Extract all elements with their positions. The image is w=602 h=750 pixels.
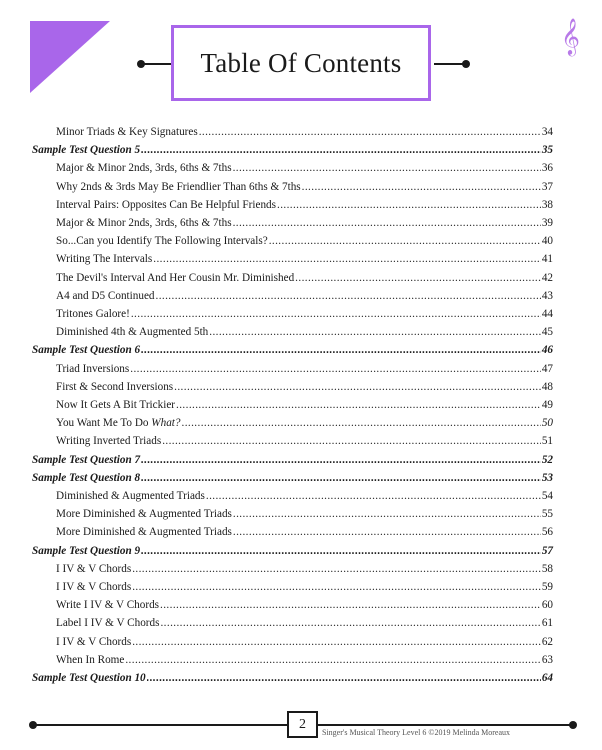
toc-entry-label: When In Rome — [56, 653, 125, 666]
toc-section-row[interactable] — [32, 451, 553, 469]
toc-entry-label: Sample Test Question 10 — [32, 672, 146, 684]
toc-page-number: 60 — [541, 599, 553, 612]
toc-entry-row[interactable] — [56, 378, 553, 396]
toc-entry-row[interactable] — [56, 178, 553, 196]
toc-dot-leader — [233, 214, 541, 232]
toc-entry-row[interactable] — [56, 651, 553, 669]
toc-entry-row[interactable] — [56, 523, 553, 541]
toc-dot-leader — [269, 232, 541, 250]
toc-dot-leader — [176, 396, 541, 414]
toc-entry-label: I IV & V Chords — [56, 562, 132, 575]
toc-page-number: 37 — [541, 180, 553, 193]
toc-page-number: 46 — [541, 344, 553, 357]
toc-section-row[interactable] — [32, 669, 553, 687]
page-number-box — [287, 711, 318, 738]
treble-clef-icon: 𝄞 — [561, 17, 580, 55]
toc-entry-row[interactable] — [56, 232, 553, 250]
toc-dot-leader — [182, 414, 541, 432]
toc-entry-row[interactable] — [56, 487, 553, 505]
toc-dot-leader — [199, 123, 541, 141]
toc-page-number: 50 — [541, 417, 553, 430]
toc-entry-row[interactable] — [56, 305, 553, 323]
toc-entry-label: More Diminished & Augmented Triads — [56, 526, 232, 539]
toc-entry-label: Now It Gets A Bit Trickier — [56, 399, 176, 411]
toc-dot-leader — [141, 341, 541, 359]
toc-page-number: 59 — [541, 581, 553, 593]
toc-page-number: 52 — [541, 453, 553, 466]
toc-entry-label: Diminished 4th & Augmented 5th — [56, 326, 209, 339]
toc-entry-row[interactable] — [56, 432, 553, 450]
toc-entry-row[interactable] — [56, 287, 553, 305]
toc-page-number: 56 — [541, 526, 553, 539]
toc-entry-row[interactable] — [56, 578, 553, 596]
toc-dot-leader — [302, 178, 541, 196]
toc-dot-leader — [209, 323, 541, 341]
toc-entry-row[interactable] — [56, 505, 553, 523]
toc-dot-leader — [233, 523, 541, 541]
toc-page-number: 58 — [541, 562, 553, 575]
toc-entry-row[interactable] — [56, 360, 553, 378]
toc-dot-leader — [141, 469, 541, 487]
corner-triangle-decoration — [30, 21, 110, 93]
toc-entry-label: Minor Triads & Key Signatures — [56, 126, 198, 138]
toc-dot-leader — [233, 159, 541, 177]
toc-entry-label: Tritones Galore! — [56, 308, 130, 320]
title-box — [171, 25, 431, 101]
toc-entry-label: The Devil's Interval And Her Cousin Mr. Diminished — [56, 271, 295, 284]
toc-entry-label: Major & Minor 2nds, 3rds, 6ths & 7ths — [56, 217, 232, 229]
toc-page-number: 43 — [541, 289, 553, 302]
toc-entry-label: First & Second Inversions — [56, 380, 174, 393]
toc-entry-label: Sample Test Question 6 — [32, 344, 141, 357]
toc-entry-label: Major & Minor 2nds, 3rds, 6ths & 7ths — [56, 162, 232, 175]
toc-entry-row[interactable] — [56, 196, 553, 214]
header-right-dot — [462, 60, 470, 68]
toc-entry-label: More Diminished & Augmented Triads — [56, 508, 232, 521]
toc-dot-leader — [132, 633, 541, 651]
toc-dot-leader — [141, 141, 541, 159]
toc-entry-row[interactable] — [56, 633, 553, 651]
toc-page-number: 61 — [541, 617, 553, 630]
toc-dot-leader — [141, 451, 541, 469]
toc-dot-leader — [125, 651, 540, 669]
toc-dot-leader — [132, 578, 541, 596]
toc-page-number: 48 — [541, 380, 553, 393]
copyright-text: Singer's Musical Theory Level 6 ©2019 Melinda Moreaux — [322, 728, 510, 737]
toc-entry-row[interactable] — [56, 414, 553, 432]
toc-entry-row[interactable] — [56, 323, 553, 341]
toc-entry-label: Diminished & Augmented Triads — [56, 490, 205, 502]
footer-right-line — [317, 724, 573, 726]
toc-dot-leader — [153, 250, 541, 268]
toc-section-row[interactable] — [32, 141, 553, 159]
toc-dot-leader — [233, 505, 541, 523]
toc-entry-label: Interval Pairs: Opposites Can Be Helpful Friends — [56, 198, 276, 211]
toc-entry-label: Write I IV & V Chords — [56, 599, 160, 612]
toc-page-number: 57 — [541, 544, 553, 557]
toc-page-number: 54 — [541, 490, 553, 502]
toc-entry-row[interactable] — [56, 614, 553, 632]
toc-dot-leader — [141, 542, 541, 560]
toc-page-number: 41 — [541, 253, 553, 266]
toc-dot-leader — [131, 305, 541, 323]
footer-left-line — [33, 724, 288, 726]
toc-entry-row[interactable] — [56, 214, 553, 232]
toc-entry-label: Triad Inversions — [56, 362, 130, 375]
toc-entry-row[interactable] — [56, 250, 553, 268]
toc-page-number: 51 — [541, 435, 553, 448]
toc-entry-label: I IV & V Chords — [56, 581, 132, 593]
toc-dot-leader — [160, 596, 541, 614]
toc-page-number: 40 — [541, 235, 553, 248]
toc-section-row[interactable] — [32, 469, 553, 487]
toc-page-number: 36 — [541, 162, 553, 175]
toc-dot-leader — [130, 360, 541, 378]
toc-entry-label: Why 2nds & 3rds May Be Friendlier Than 6ths & 7ths — [56, 180, 301, 193]
toc-dot-leader — [162, 432, 541, 450]
toc-dot-leader — [156, 287, 541, 305]
toc-page-number: 55 — [541, 508, 553, 521]
toc-page-number: 63 — [541, 653, 553, 666]
toc-page-number: 62 — [541, 635, 553, 648]
toc-entry-row[interactable] — [56, 596, 553, 614]
toc-entry-label: Writing Inverted Triads — [56, 435, 162, 448]
toc-page-number: 64 — [541, 672, 553, 684]
toc-entry-row[interactable] — [56, 269, 553, 287]
toc-dot-leader — [174, 378, 541, 396]
header-left-line — [141, 63, 172, 65]
toc-dot-leader — [277, 196, 541, 214]
toc-entry-label: Sample Test Question 9 — [32, 544, 141, 557]
toc-page-number: 49 — [541, 399, 553, 411]
toc-page-number: 38 — [541, 198, 553, 211]
toc-entry-row[interactable] — [56, 560, 553, 578]
toc-section-row[interactable] — [32, 341, 553, 359]
toc-entry-row[interactable] — [56, 396, 553, 414]
toc-dot-leader — [160, 614, 540, 632]
toc-page-number: 35 — [541, 144, 553, 157]
toc-entry-label: A4 and D5 Continued — [56, 289, 155, 302]
toc-entry-label: You Want Me To Do What? — [56, 417, 181, 430]
toc-page-number: 47 — [541, 362, 553, 375]
toc-dot-leader — [132, 560, 541, 578]
page-title: Table Of Contents — [200, 47, 402, 78]
toc-page-number: 53 — [541, 471, 553, 484]
toc-entry-label: Sample Test Question 5 — [32, 144, 141, 157]
toc-page-number: 45 — [541, 326, 553, 339]
toc-entry-row[interactable] — [56, 123, 553, 141]
toc-dot-leader — [295, 269, 541, 287]
toc-entry-label: Sample Test Question 8 — [32, 471, 141, 484]
toc-dot-leader — [206, 487, 541, 505]
toc-page-number: 34 — [541, 126, 553, 138]
footer-right-dot — [569, 721, 577, 729]
toc-page-number: 44 — [541, 308, 553, 320]
toc-entry-label: I IV & V Chords — [56, 635, 132, 648]
toc-section-row[interactable] — [32, 542, 553, 560]
toc-entry-label: Writing The Intervals — [56, 253, 153, 266]
toc-dot-leader — [147, 669, 541, 687]
page-number: 2 — [299, 716, 306, 732]
toc-entry-label: So...Can you Identify The Following Intervals? — [56, 235, 268, 248]
toc-page-number: 39 — [541, 217, 553, 229]
toc-entry-label: Sample Test Question 7 — [32, 453, 141, 466]
toc-entry-row[interactable] — [56, 159, 553, 177]
toc-entry-label: Label I IV & V Chords — [56, 617, 160, 630]
toc-page-number: 42 — [541, 271, 553, 284]
